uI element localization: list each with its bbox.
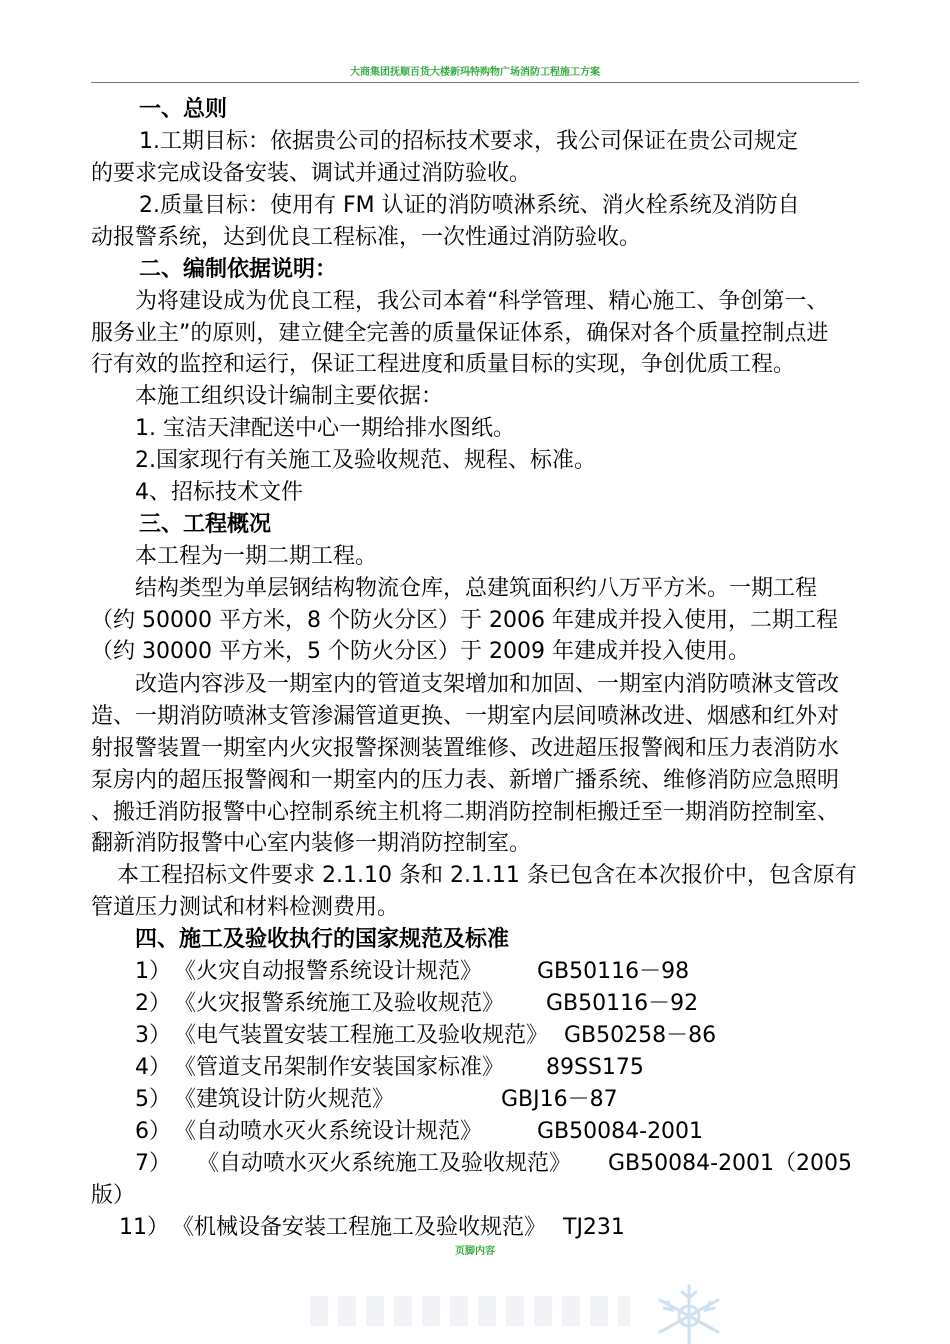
paragraph-line: 2.质量目标：使用有 FM 认证的消防喷淋系统、消火栓系统及消防自 — [139, 193, 800, 218]
list-item: 1. 宝洁天津配送中心一期给排水图纸。 — [135, 416, 515, 441]
standard-name: 《管道支吊架制作安装国家标准》 — [174, 1055, 505, 1080]
section-heading-general: 一、总则 — [139, 97, 228, 122]
page-header: 大商集团抚顺百货大楼新玛特购物广场消防工程施工方案 — [350, 67, 600, 78]
standard-code: GB50116－98 — [537, 959, 690, 984]
header-divider — [91, 82, 859, 83]
paragraph-line: 泵房内的超压报警阀和一期室内的压力表、新增广播系统、维修消防应急照明 — [91, 768, 840, 793]
paragraph-line: 动报警系统，达到优良工程标准，一次性通过消防验收。 — [91, 225, 642, 250]
standard-code: TJ231 — [563, 1215, 625, 1240]
paragraph-line: 行有效的监控和运行，保证工程进度和质量目标的实现，争创优质工程。 — [91, 352, 796, 377]
section-heading-overview: 三、工程概况 — [139, 512, 272, 537]
paragraph-line: 射报警装置一期室内火灾报警探测装置维修、改进超压报警阀和压力表消防水 — [91, 736, 840, 761]
list-item: 4、招标技术文件 — [135, 480, 303, 505]
standard-number: 4） — [135, 1055, 171, 1080]
standard-name: 《自动喷水灭火系统设计规范》 — [174, 1119, 483, 1144]
standard-name: 《电气装置安装工程施工及验收规范》 — [174, 1023, 549, 1048]
paragraph-line: （约 30000 平方米，5 个防火分区）于 2009 年建成并投入使用。 — [91, 639, 750, 664]
paragraph-line: 、搬迁消防报警中心控制系统主机将二期消防控制柜搬迁至一期消防控制室、 — [91, 800, 840, 825]
standard-name: 《自动喷水灭火系统施工及验收规范》 — [197, 1151, 572, 1176]
paragraph-line: 的要求完成设备安装、调试并通过消防验收。 — [91, 161, 532, 186]
watermark-text-blur — [310, 1296, 630, 1326]
standard-code: GB50258－86 — [564, 1023, 717, 1048]
standard-code: GBJ16－87 — [501, 1087, 618, 1112]
standard-number: 3） — [135, 1023, 171, 1048]
paragraph-line: 本工程招标文件要求 2.1.10 条和 2.1.11 条已包含在本次报价中，包含原有 — [117, 863, 857, 888]
standard-name: 《机械设备安装工程施工及验收规范》 — [172, 1215, 547, 1240]
page-footer: 页脚内容 — [455, 1246, 495, 1257]
paragraph-line: 结构类型为单层钢结构物流仓库，总建筑面积约八万平方米。一期工程 — [135, 576, 818, 601]
standard-number: 11） — [119, 1215, 169, 1240]
standard-code: GB50116－92 — [546, 991, 699, 1016]
standard-number: 6） — [135, 1119, 171, 1144]
paragraph-line: 版） — [91, 1183, 136, 1208]
standard-name: 《建筑设计防火规范》 — [174, 1087, 395, 1112]
standard-number: 2） — [135, 991, 171, 1016]
standard-code: GB50084-2001（2005 — [608, 1151, 853, 1176]
list-item: 2.国家现行有关施工及验收规范、规程、标准。 — [135, 448, 596, 473]
standard-number: 5） — [135, 1087, 171, 1112]
snowflake-watermark-icon — [652, 1282, 726, 1344]
standard-code: GB50084-2001 — [537, 1119, 704, 1144]
standard-name: 《火灾报警系统施工及验收规范》 — [174, 991, 505, 1016]
paragraph-line: （约 50000 平方米，8 个防火分区）于 2006 年建成并投入使用，二期工程 — [91, 608, 838, 633]
paragraph-line: 本工程为一期二期工程。 — [135, 544, 378, 569]
paragraph-line: 本施工组织设计编制主要依据： — [135, 384, 444, 409]
standard-number: 1） — [135, 959, 171, 984]
paragraph-line: 管道压力测试和材料检测费用。 — [91, 895, 400, 920]
paragraph-line: 造、一期消防喷淋支管渗漏管道更换、一期室内层间喷淋改进、烟感和红外对 — [91, 704, 840, 729]
paragraph-line: 为将建设成为优良工程，我公司本着“科学管理、精心施工、争创第一、 — [135, 289, 829, 314]
paragraph-line: 1.工期目标：依据贵公司的招标技术要求，我公司保证在贵公司规定 — [139, 129, 798, 154]
standard-name: 《火灾自动报警系统设计规范》 — [174, 959, 483, 984]
paragraph-line: 翻新消防报警中心室内装修一期消防控制室。 — [91, 831, 532, 856]
standard-code: 89SS175 — [546, 1055, 644, 1080]
section-heading-basis: 二、编制依据说明： — [139, 257, 338, 282]
section-heading-standards: 四、施工及验收执行的国家规范及标准 — [135, 927, 510, 952]
paragraph-line: 服务业主”的原则，建立健全完善的质量保证体系，确保对各个质量控制点进 — [91, 321, 829, 346]
paragraph-line: 改造内容涉及一期室内的管道支架增加和加固、一期室内消防喷淋支管改 — [135, 672, 840, 697]
standard-number: 7） — [135, 1151, 171, 1176]
